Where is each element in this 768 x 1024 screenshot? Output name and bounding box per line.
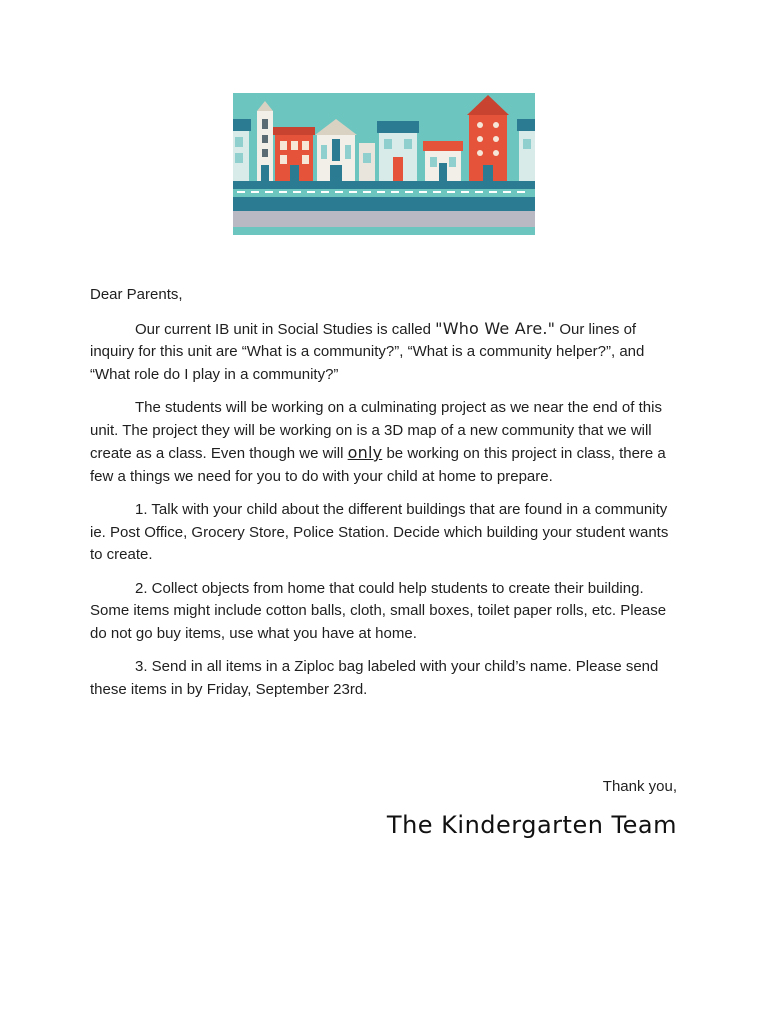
- signature-team: The Kindergarten Team: [386, 811, 677, 839]
- only-emphasis-handwritten: only: [347, 443, 383, 462]
- paragraph-project-start: The students will be working on a culminating project as we near the end of this unit. The project they will be working on is a 3D map of a new community that we will create as a class. Even though we will: [90, 399, 662, 462]
- greeting: Dear Parents,: [90, 286, 183, 303]
- list-item-talk: 1. Talk with your child about the different buildings that are found in a community ie. Post Office, Grocery Store, Police Station. Decide which building your student wants to create.: [90, 501, 669, 563]
- unit-title-handwritten: "Who We Are.": [435, 318, 556, 338]
- paragraph-project-end: be working on this project in class, there a few a things we need for you to do with your child at home to prepare.: [90, 445, 666, 485]
- letter-body: [90, 284, 682, 712]
- list-item-collect: 2. Collect objects from home that could help students to create their building. Some items might include cotton balls, cloth, small boxes, toilet paper rolls, etc. Please do not go buy items, use what you have at home.: [90, 579, 667, 642]
- paragraph-unit-intro: [90, 318, 682, 387]
- town-banner-illustration: [233, 93, 535, 235]
- paragraph-project: [90, 397, 682, 488]
- closing-thank-you: Thank you,: [602, 778, 677, 795]
- town-buildings-graphic: [233, 93, 535, 235]
- list-item-send: 3. Send in all items in a Ziploc bag labeled with your child’s name. Please send these items in by Friday, September 23rd.: [90, 658, 659, 698]
- paragraph-unit-intro-end: Our lines of inquiry for this unit are “What is a community?”, “What is a community helper?”, and “What role do I play in a community?”: [90, 320, 645, 383]
- paragraph-unit-intro-start: Our current IB unit in Social Studies is called: [135, 320, 436, 338]
